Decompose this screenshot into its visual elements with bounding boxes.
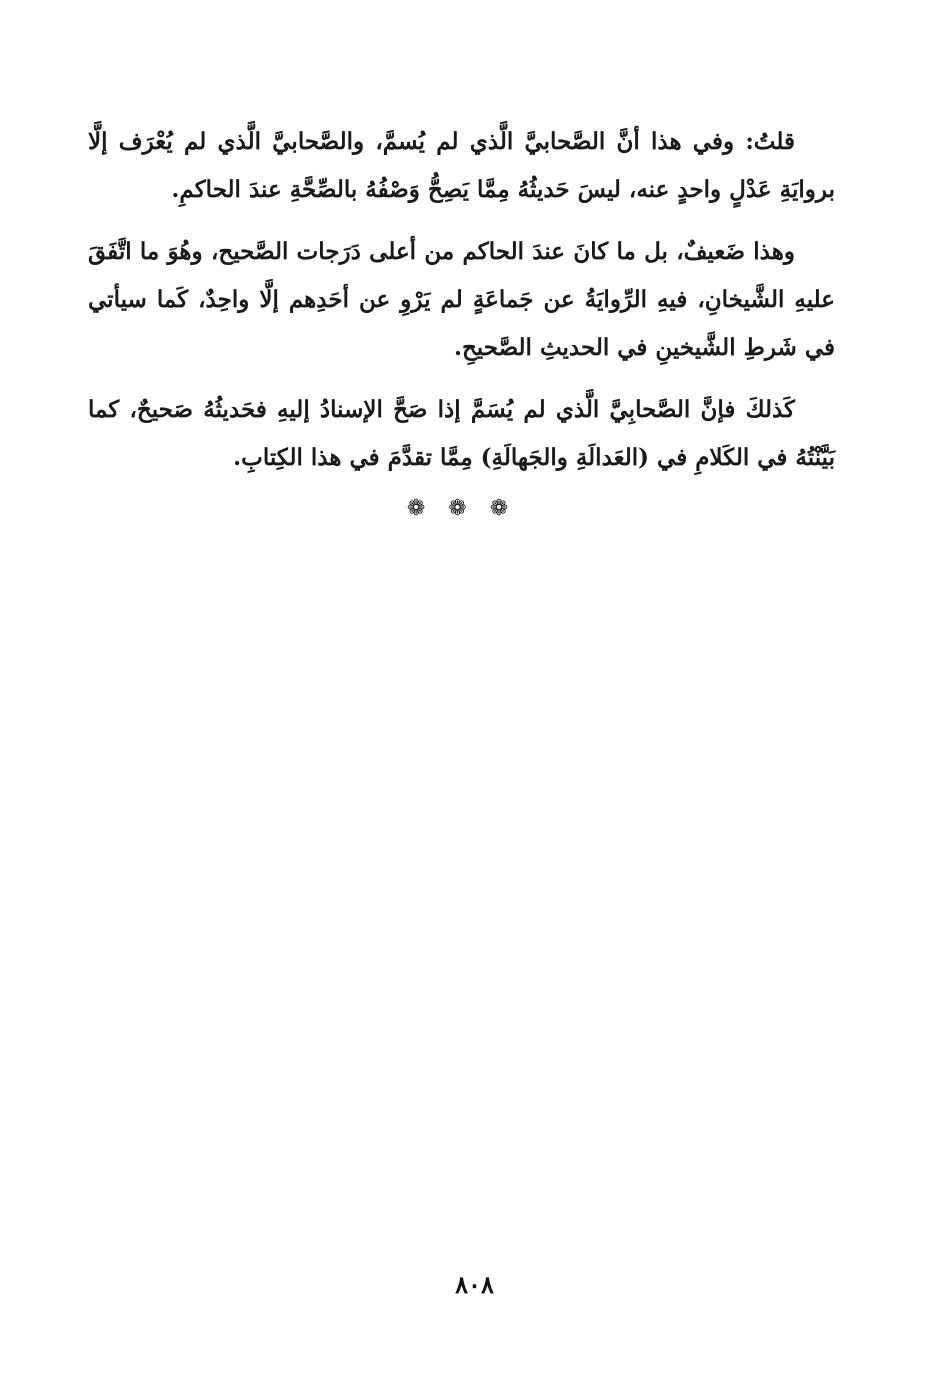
page-body [88, 118, 835, 521]
paragraph-2: وهذا ضَعيفٌ، بل ما كانَ عندَ الحاكم من أعلى دَرَجات الصَّحيح، وهُوَ ما اتَّفَقَ عليهِ الشَّيخانِ، فيهِ الرِّوايَةُ عن جَماعَةٍ لم يَرْوِ عن أحَدِهم إلَّا واحِدٌ، كَما سيأتي في شَرطِ الشَّيخينِ في الحديثِ الصَّحيحِ. [88, 238, 835, 361]
paragraph-1: قلتُ: وفي هذا أنَّ الصَّحابيَّ الَّذي لم يُسمَّ، والصَّحابيَّ الَّذي لم يُعْرَف إلَّا بروايَةِ عَدْلٍ واحدٍ عنه، ليسَ حَديثُهُ مِمَّا يَصِحُّ وَصْفُهُ بالصِّحَّةِ عندَ الحاكمِ. [88, 128, 835, 203]
paragraph-3: كَذلكَ فإنَّ الصَّحابِيَّ الَّذي لم يُسَمَّ إذا صَحَّ الإسنادُ إليهِ فحَديثُهُ صَحيحٌ، كما بَيَّنْتُهُ في الكَلامِ في (العَدالَةِ والجَهالَةِ) مِمَّا تقدَّمَ في هذا الكِتابِ. [88, 396, 835, 471]
section-separator: ❁ ❁ ❁ [406, 496, 517, 521]
page-number: ٨٠٨ [455, 1270, 494, 1299]
